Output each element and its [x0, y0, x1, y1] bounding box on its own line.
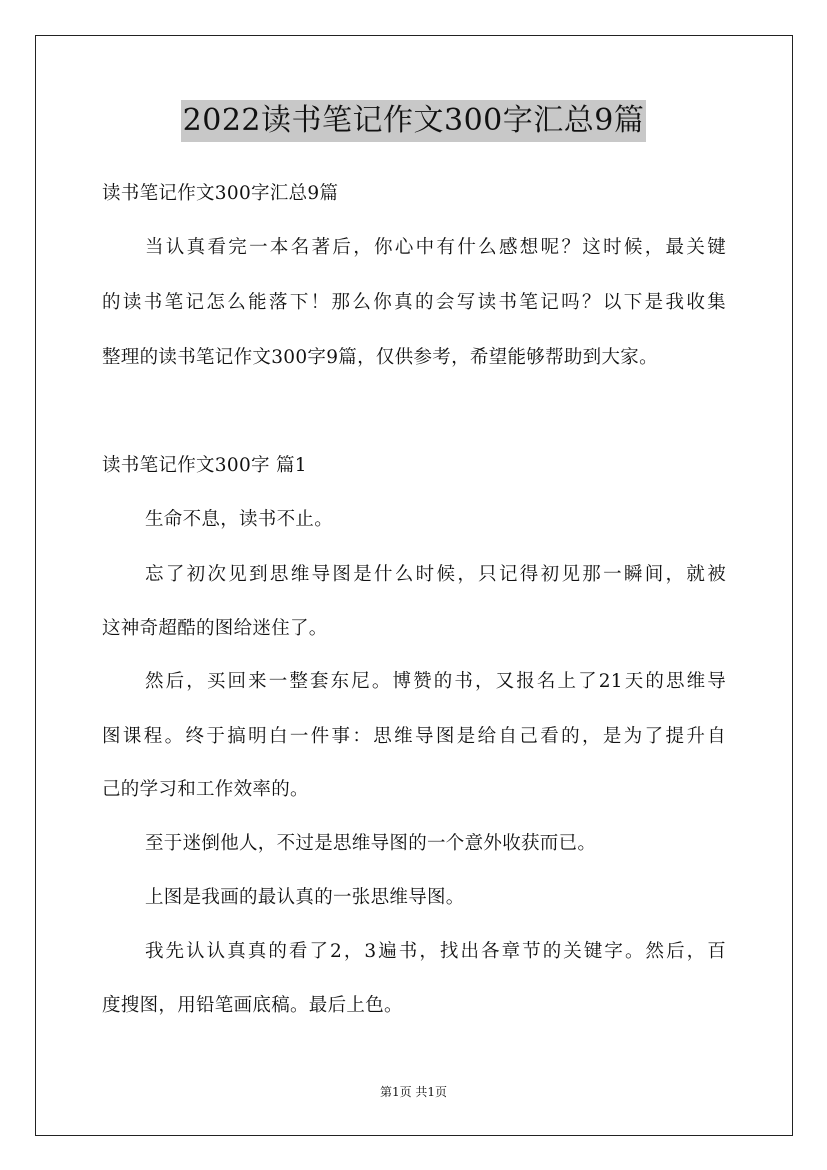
body-line: 至于迷倒他人，不过是思维导图的一个意外收获而已。: [145, 833, 597, 854]
body-line: 然后，买回来一整套东尼。博赞的书，又报名上了21天的思维导: [145, 671, 726, 692]
body-line: 上图是我画的最认真的一张思维导图。: [145, 887, 465, 908]
body-line: 己的学习和工作效率的。: [102, 779, 309, 800]
body-line: 我先认认真真的看了2，3遍书，找出各章节的关键字。然后，百: [145, 941, 726, 962]
document-subtitle: 读书笔记作文300字汇总9篇: [102, 183, 339, 204]
section-heading: 读书笔记作文300字 篇1: [102, 455, 307, 476]
document-title: 2022读书笔记作文300字汇总9篇: [181, 100, 647, 142]
body-line: 图课程。终于搞明白一件事：思维导图是给自己看的，是为了提升自: [102, 726, 726, 747]
page-number-footer: 第1页 共1页: [379, 1085, 448, 1099]
body-line: 忘了初次见到思维导图是什么时候，只记得初见那一瞬间，就被: [145, 564, 726, 585]
intro-line: 当认真看完一本名著后，你心中有什么感想呢？这时候，最关键: [145, 237, 726, 258]
body-line: 生命不息，读书不止。: [145, 509, 334, 530]
intro-line: 的读书笔记怎么能落下！那么你真的会写读书笔记吗？以下是我收集: [102, 292, 726, 313]
body-line: 这神奇超酷的图给迷住了。: [102, 618, 328, 639]
body-line: 度搜图，用铅笔画底稿。最后上色。: [102, 995, 403, 1016]
intro-line: 整理的读书笔记作文300字9篇，仅供参考，希望能够帮助到大家。: [102, 347, 658, 368]
